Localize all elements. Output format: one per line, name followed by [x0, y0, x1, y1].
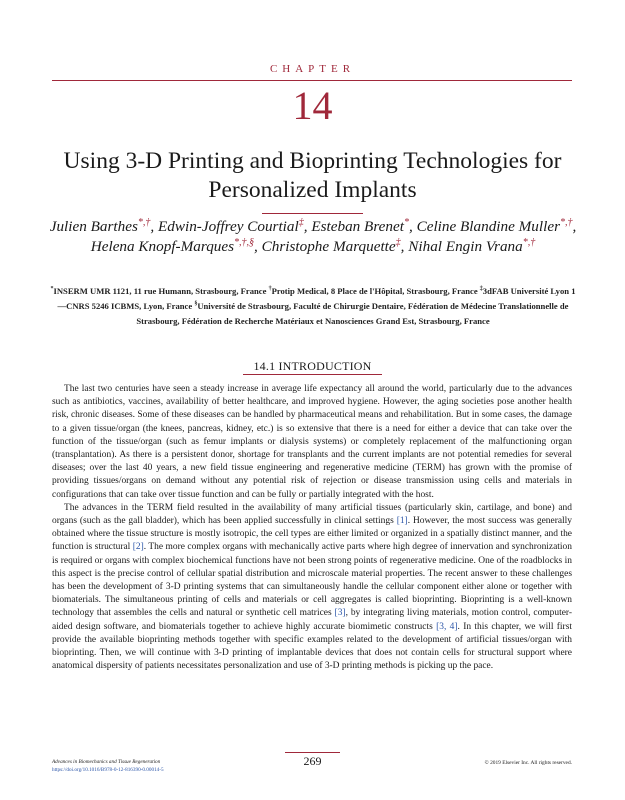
affiliation-text: 3dFAB Université Lyon 1—CNRS 5246 ICBMS, Lyon, France: [57, 286, 576, 311]
author-name: , Nihal Engin Vrana: [400, 237, 523, 255]
paragraph-2: [52, 502, 572, 674]
affiliation-mark: ‡: [479, 286, 483, 293]
author-affiliation-mark: ‡: [395, 236, 401, 248]
citation-link[interactable]: [3, 4]: [436, 621, 458, 632]
paragraph-1: The last two centuries have seen a steady increase in average life expectancy all around the world, particularly due to the advances such as antibiotics, vaccines, availability of better healthcare, and improved hygiene. However, the aging societies pose another health risk, chronic diseases. Some of these diseases can be handled by pharmaceutical means and rehabilitation. But in some cases, the damage to a given tissue/organ (the knees, pancreas, kidney, etc.) is so extensive that there is a need for either a device that can take over the function of the tissue/organ (such as femur implants or dialysis systems) or completely replacement of the malfunctioning organ (transplantation). As there is a persistent donor, shortage for transplants and the current implants are not potential remedies for several diseases; over the last 40 years, a new field tissue engineering and regenerative medicine (TERM) has grown with the promise of providing tissues/organs on demand without any potential risk of rejection or disease transmission using cells and materials in configurations that can take over tissue function and can be fully or partially integrated with the host.: [52, 384, 572, 500]
affiliation-mark: †: [268, 286, 272, 293]
citation-link[interactable]: [1]: [396, 516, 408, 527]
affiliation-mark: §: [194, 300, 198, 307]
book-title: Advances in Biomechanics and Tissue Regeneration: [52, 759, 161, 765]
citation-link[interactable]: [3]: [334, 608, 346, 619]
citation-link[interactable]: [2]: [132, 542, 144, 553]
affiliation-text: Protip Medical, 8 Place de l'Hôpital, Strasbourg, France: [271, 286, 480, 296]
paragraph-text: , by integrating living materials, motion control, computer-aided design software, and biomaterials together to achieve highly accurate biomimetic constructs: [52, 608, 573, 632]
section-rule: [243, 374, 382, 375]
paragraph-text: . In this chapter, we will first provide the available bioprinting methods together with specific examples related to the development of artificial tissues/organ with bioprinting. Then, we will continue with 3-D printing of implantable devices that does not contain cells for structural support where anatomical dispersity of patients necessitates personalization and use of 3-D printing methods is picking up the pace.: [52, 621, 572, 672]
affiliation-text: Université de Strasbourg, Faculté de Chirurgie Dentaire, Fédération de Médecine Translationnelle de Strasbourg, Fédération de Recherche Matériaux et Nanosciences Grand Est, Strasbourg, France: [136, 300, 569, 326]
footer-rule: [285, 752, 340, 753]
author-affiliation-mark: ‡: [298, 216, 304, 228]
author-affiliation-mark: *,†: [559, 216, 573, 228]
doi-link[interactable]: https://doi.org/10.1016/B978-0-12-816390-0.00014-5: [52, 767, 164, 773]
paragraph-text: . However, the most success was generally obtained where the tissue structure is mostly isotropic, the cell types are either limited or organized in a spatially distinct manner, and the function is structural: [52, 516, 573, 553]
chapter-number: 14: [292, 83, 333, 128]
title-rule: [262, 213, 363, 214]
author-name: , Helena Knopf-Marques: [90, 218, 577, 255]
author-affiliation-mark: *: [403, 216, 409, 228]
chapter-rule: [52, 80, 572, 81]
paragraph-text: . The more complex organs with mechanically active parts where high degree of innervation and synchronization is required or organs with complex biochemical functions have not been strong points of regenerative medicine. One of the roadblocks in this aspect is the precise control of cellular spatial distribution and microscale material properties. The recent answer to these challenges has been the development of 3-D printing systems that can simultaneously handle the cellular component either alone or together with biomaterials. The simultaneous printing of cells and materials or cell aggregates is called bioprinting. Bioprinting is a well-known technology that assembles the cells and natural or synthetic cell matrices: [52, 542, 572, 619]
copyright-notice: © 2019 Elsevier Inc. All rights reserved.: [484, 760, 572, 766]
paragraph-text: The advances in the TERM field resulted in the availability of many artificial tissues (particularly skin, cartilage, and bone) and organs (such as the gall bladder), which has been applied successfully in clinical settings: [52, 502, 572, 527]
author-name: , Esteban Brenet: [303, 218, 404, 235]
body-text: [52, 383, 572, 673]
author-affiliation-mark: *,†,§: [234, 236, 255, 248]
page-number: 269: [303, 754, 322, 768]
affiliation-mark: *: [50, 286, 54, 293]
author-name: , Christophe Marquette: [254, 237, 396, 255]
author-affiliation-mark: *,†: [137, 216, 151, 228]
author-name: , Edwin-Joffrey Courtial: [150, 218, 299, 235]
affiliations: [48, 284, 578, 328]
author-affiliation-mark: *,†: [522, 236, 536, 248]
author-name: Julien Barthes: [49, 218, 138, 235]
chapter-label: CHAPTER: [269, 63, 356, 75]
affiliation-text: INSERM UMR 1121, 11 rue Humann, Strasbourg, France: [53, 286, 269, 296]
chapter-title: Using 3-D Printing and Bioprinting Technologies for Personalized Implants: [63, 148, 562, 203]
section-heading: 14.1 INTRODUCTION: [253, 359, 372, 373]
author-list: [48, 217, 578, 256]
author-name: , Celine Blandine Muller: [408, 218, 560, 235]
